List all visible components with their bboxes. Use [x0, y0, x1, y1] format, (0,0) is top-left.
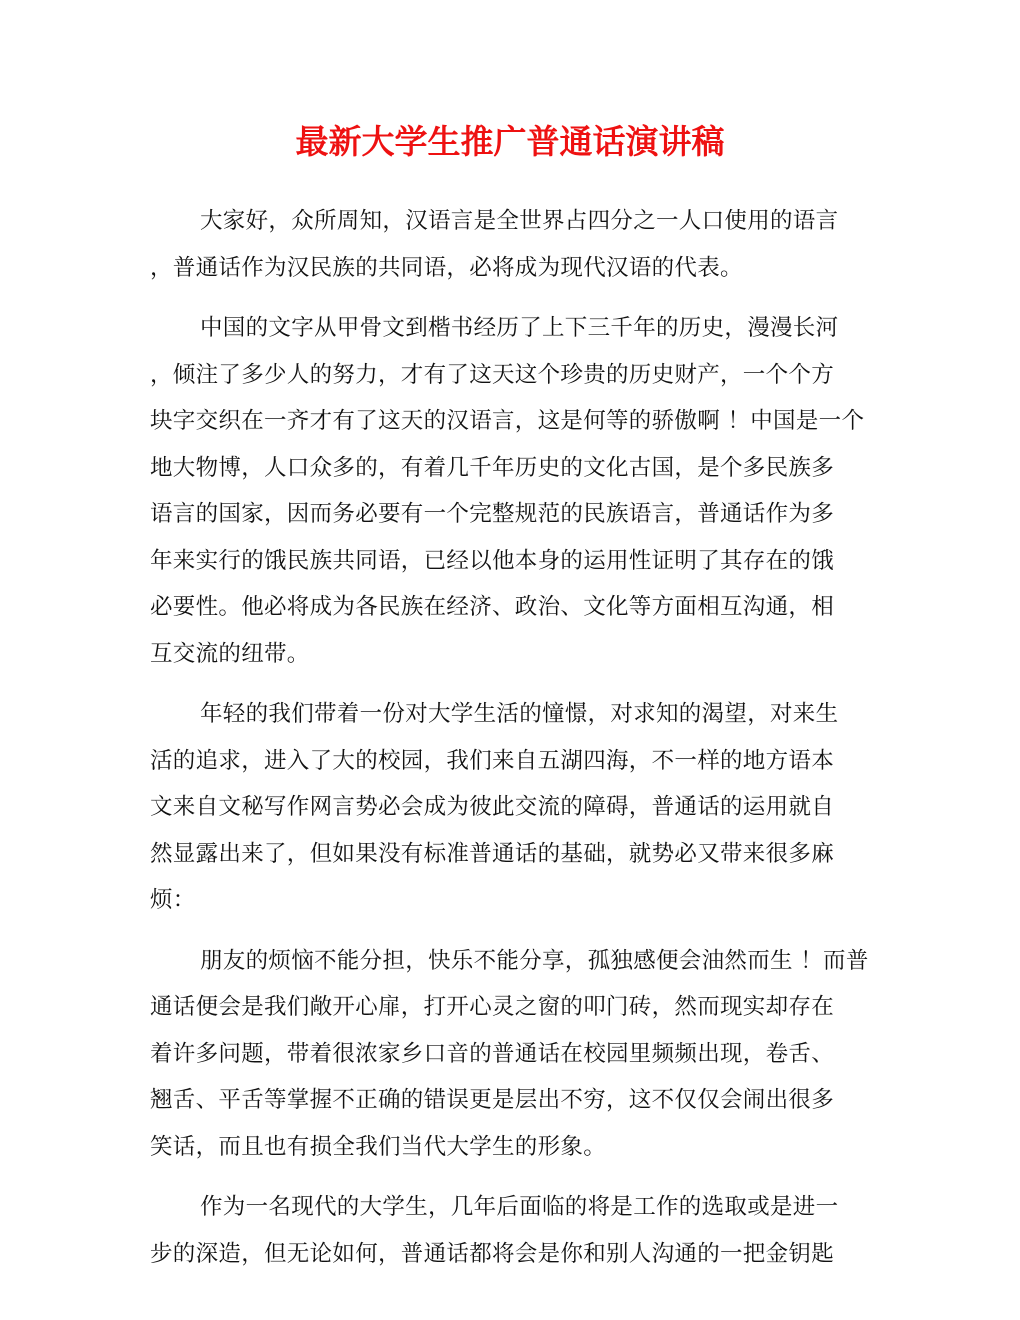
text-line: 大家好，众所周知，汉语言是全世界占四分之一人口使用的语言 — [200, 208, 839, 234]
document-body — [150, 198, 870, 1291]
text-line: 中国的文字从甲骨文到楷书经历了上下三千年的历史，漫漫长河 — [200, 315, 839, 341]
text-line: 然显露出来了，但如果没有标准普通话的基础，就势必又带来很多麻 — [150, 840, 835, 867]
text-line: 步的深造，但无论如何，普通话都将会是你和别人沟通的一把金钥匙 — [150, 1240, 835, 1267]
text-line: 朋友的烦恼不能分担，快乐不能分享，孤独感便会油然而生 ！而普 — [200, 947, 869, 974]
text-line: 翘舌、平舌等掌握不正确的错误更是层出不穷，这不仅仅会闹出很多 — [150, 1087, 835, 1113]
text-line: 文来自文秘写作网言势必会成为彼此交流的障碍，普通话的运用就自 — [150, 794, 835, 820]
text-line: 通话便会是我们敞开心扉，打开心灵之窗的叩门砖，然而现实却存在 — [150, 994, 835, 1020]
paragraph-1 — [150, 198, 870, 291]
text-line: 地大物博，人口众多的，有着几千年历史的文化古国，是个多民族多 — [150, 454, 835, 481]
text-line: 块字交织在一齐才有了这天的汉语言，这是何等的骄傲啊 ！中国是一个 — [150, 408, 865, 434]
paragraph-5 — [150, 1184, 870, 1277]
text-line: 烦： — [150, 887, 196, 913]
text-line: ，倾注了多少人的努力，才有了这天这个珍贵的历史财产，一个个方 — [150, 361, 835, 388]
text-line: 着许多问题，带着很浓家乡口音的普通话在校园里频频出现，卷舌、 — [150, 1040, 835, 1067]
text-line: 作为一名现代的大学生，几年后面临的将是工作的选取或是进一 — [200, 1194, 839, 1220]
text-line: 笑话，而且也有损全我们当代大学生的形象。 — [150, 1133, 607, 1160]
paragraph-2 — [150, 305, 870, 677]
text-line: 必要性。他必将成为各民族在经济、政治、文化等方面相互沟通，相 — [150, 594, 835, 620]
text-line: 年来实行的饿民族共同语，已经以他本身的运用性证明了其存在的饿 — [150, 547, 835, 574]
text-line: ，普通话作为汉民族的共同语，必将成为现代汉语的代表。 — [150, 254, 743, 281]
text-line: 年轻的我们带着一份对大学生活的憧憬，对求知的渴望，对来生 — [200, 701, 839, 727]
text-line: 语言的国家，因而务必要有一个完整规范的民族语言，普通话作为多 — [150, 501, 835, 527]
page-title: 最新大学生推广普通话演讲稿 — [295, 122, 725, 161]
paragraph-4 — [150, 938, 870, 1171]
paragraph-3 — [150, 691, 870, 924]
text-line: 活的追求，进入了大的校园，我们来自五湖四海，不一样的地方语本 — [150, 747, 835, 774]
text-line: 互交流的纽带。 — [150, 640, 310, 667]
